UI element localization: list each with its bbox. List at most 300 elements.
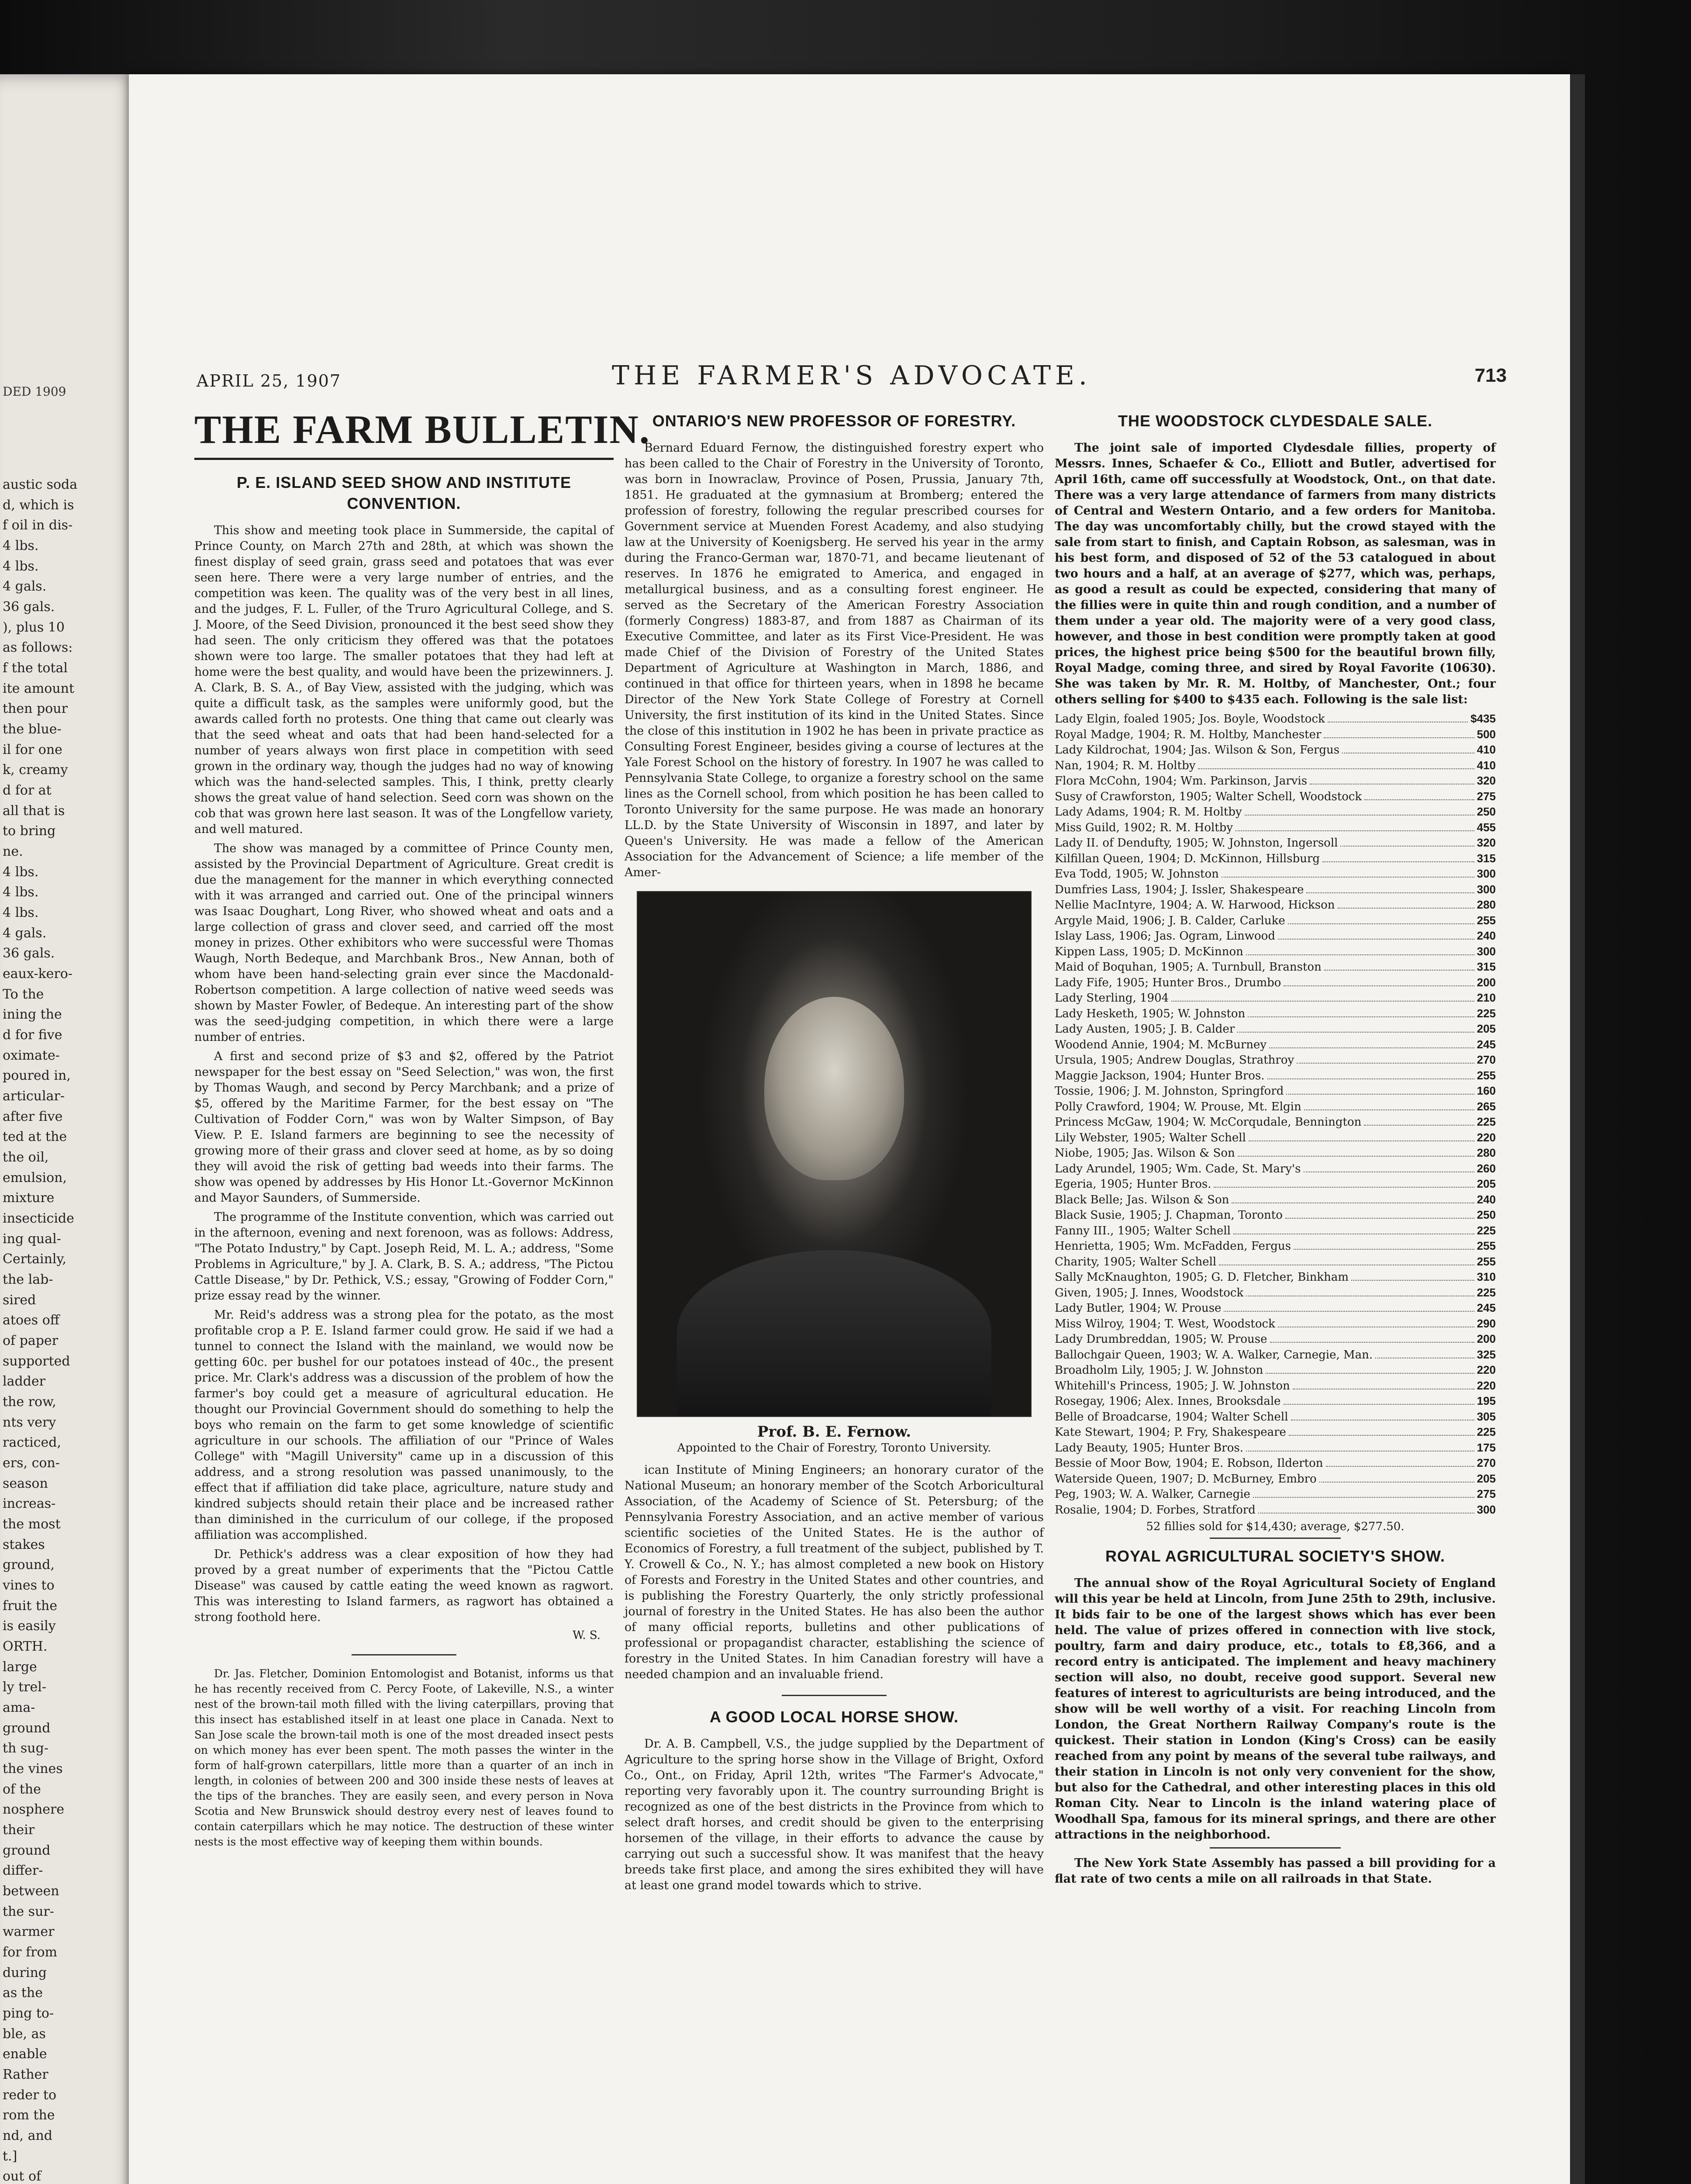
page-header: [197, 358, 1507, 397]
adjacent-page-line: the sur-: [3, 1904, 54, 1919]
adjacent-page-line: poured in,: [3, 1068, 71, 1084]
sale-entry: [1055, 1409, 1496, 1425]
adjacent-page-line: rom the: [3, 2108, 55, 2123]
filly-buyer: Princess McGaw, 1904; W. McCorqudale, Bennington: [1055, 1116, 1362, 1129]
adjacent-page-line: 4 lbs.: [3, 538, 39, 553]
filly-buyer: Nellie MacIntyre, 1904; A. W. Harwood, Hickson: [1055, 898, 1335, 912]
dot-leader: [1322, 861, 1474, 862]
forestry-article-continued: [625, 1462, 1044, 1683]
sale-price: 315: [1477, 960, 1496, 973]
sale-entry: [1055, 711, 1496, 727]
fernow-portrait-photo: [637, 891, 1032, 1417]
dot-leader: [1324, 970, 1474, 971]
dot-leader: [1266, 1373, 1474, 1374]
sale-price: 270: [1477, 1456, 1496, 1469]
sale-entry: [1055, 1347, 1496, 1363]
article-signature: W. S.: [573, 1629, 600, 1642]
portrait-face: [764, 997, 904, 1180]
adjacent-page-line: to bring: [3, 823, 56, 839]
adjacent-page-line: nosphere: [3, 1802, 65, 1818]
dot-leader: [1269, 1047, 1474, 1048]
filly-buyer: Lady Beauty, 1905; Hunter Bros.: [1055, 1441, 1243, 1455]
filly-buyer: Waterside Queen, 1907; D. McBurney, Embro: [1055, 1472, 1317, 1486]
filly-buyer: Niobe, 1905; Jas. Wilson & Son: [1055, 1147, 1235, 1160]
adjacent-page-line: Certainly,: [3, 1251, 67, 1267]
sale-entry: [1055, 1378, 1496, 1394]
article-paragraph: The show was managed by a committee of Prince County men, assisted by the Provincial Department of Agriculture. Great credit is due the management for the manner in which everything connected with it was arranged and carried out. One of the principal winners was Isaac Doughart, Long River, who showed wheat and oats and a large collection of grass and clover seed, and carried off the most money in prizes. Other exhibitors who were successful were Thomas Waugh, North Bedeque, and Marchbank Bros., New Annan, both of whom have been hand-selecting grain ever since the Macdonald-Robertson competition. A large collection of native weed seeds was shown by Master Fowler, of Bedeque. An interesting part of the show was the seed-judging competition, in which there were a large number of entries.: [194, 842, 614, 1044]
dot-leader: [1267, 1078, 1474, 1079]
sale-price: 300: [1477, 882, 1496, 896]
adjacent-page-line: To the: [3, 986, 44, 1002]
sale-entry: [1055, 1052, 1496, 1068]
adjacent-page-line: 4 lbs.: [3, 885, 39, 900]
sale-price: 300: [1477, 1503, 1496, 1516]
horse-show-article: [625, 1736, 1044, 1894]
dot-leader: [1364, 799, 1474, 800]
sale-price: 410: [1477, 758, 1496, 772]
brown-tail-moth-note: Dr. Jas. Fletcher, Dominion Entomologist and Botanist, informs us that he has recently received from C. Percy Foote, of Lakeville, N.S., a winter nest of the brown-tail moth filled with the living caterpillars, proving that this insect has established itself in at least one place in Canada. Next to San Jose scale the brown-tail moth is one of the most dreaded insect pests on which money has ever been spent. The moth passes the winter in the form of half-grown caterpillars, little more than a quarter of an inch in length, in colonies of between 200 and 300 inside these nests of leaves at the tips of the branches. They are easily seen, and every person in Nova Scotia and New Brunswick should destroy every nest of leaves found to contain caterpillars which he may notice. The destruction of these winter nests is the most effective way of keeping them within bounds.: [194, 1667, 614, 1848]
filly-buyer: Miss Guild, 1902; R. M. Holtby: [1055, 821, 1233, 834]
sale-price: 255: [1477, 1239, 1496, 1252]
filly-buyer: Flora McCohn, 1904; Wm. Parkinson, Jarvis: [1055, 774, 1308, 788]
adjacent-page-line: d, which is: [3, 497, 74, 513]
page-number: 713: [1474, 365, 1507, 386]
sale-price: 225: [1477, 1425, 1496, 1438]
dot-leader: [1294, 1249, 1474, 1250]
article-paragraph: This show and meeting took place in Summerside, the capital of Prince County, on March 27th and 28th, at which was shown the finest display of seed grain, grass seed and potatoes that was ever seen here. There were a very large number of entries, and the competition was keen. The quality was of the very best in all lines, and the judges, F. L. Fuller, of the Truro Agricultural College, and S. J. Moore, of the Seed Division, pronounced it the best seed show they had seen. The only criticism they offered was that the potatoes shown were too large. The smaller potatoes that they had left at home were the best quality, and would have been the prizewinners. J. A. Clark, B. S. A., of Bay View, assisted with the judging, which was quite a difficult task, as the samples were uniformly good, but the awards called forth no protests. One thing that came out clearly was that the seed wheat and oats that had been hand-selected for a number of years always won first place in competition with seed grown in the ordinary way, though the judges had no way of knowing which was the hand-selected samples. This, I think, pretty clearly shows the great value of hand selection. Seed corn was shown on the cob that was grown here last season. It was of the Longfellow variety, and well matured.: [194, 524, 614, 836]
sale-entry: [1055, 742, 1496, 758]
adjacent-page-line: 4 lbs.: [3, 558, 39, 574]
adjacent-page-line: the lab-: [3, 1272, 53, 1287]
filly-buyer: Royal Madge, 1904; R. M. Holtby, Manchester: [1055, 728, 1322, 741]
dot-leader: [1326, 1466, 1474, 1467]
sale-price: 310: [1477, 1270, 1496, 1283]
sale-entry: [1055, 1145, 1496, 1161]
sale-price: 205: [1477, 1177, 1496, 1190]
seed-show-headline: P. E. ISLAND SEED SHOW AND INSTITUTE CONVENTION.: [236, 473, 572, 512]
sale-price: 225: [1477, 1006, 1496, 1020]
sale-entry: [1055, 1471, 1496, 1487]
dot-leader: [1285, 1218, 1474, 1219]
sale-price: 280: [1477, 1146, 1496, 1159]
filly-buyer: Woodend Annie, 1904; M. McBurney: [1055, 1038, 1267, 1051]
sale-price: 260: [1477, 1161, 1496, 1175]
forestry-article: [625, 440, 1044, 881]
adjacent-page-line: for from: [3, 1945, 57, 1960]
filly-buyer: Ballochgair Queen, 1903; W. A. Walker, Carnegie, Man.: [1055, 1348, 1373, 1362]
adjacent-page-header: DED 1909: [3, 384, 66, 399]
filly-buyer: Miss Wilroy, 1904; T. West, Woodstock: [1055, 1317, 1275, 1330]
adjacent-page-line: sired: [3, 1292, 36, 1308]
adjacent-page-line: ers, con-: [3, 1455, 60, 1471]
adjacent-page-line: atoes off: [3, 1313, 60, 1328]
dot-leader: [1198, 768, 1474, 769]
adjacent-page-line: as the: [3, 1985, 43, 2001]
adjacent-page-line: f the total: [3, 660, 68, 676]
sale-price: 255: [1477, 913, 1496, 927]
sale-entry: [1055, 1099, 1496, 1115]
adjacent-page-line: ladder: [3, 1374, 45, 1389]
sale-entry: [1055, 975, 1496, 991]
portrait-caption: Prof. B. E. Fernow.: [757, 1423, 911, 1441]
adjacent-page-line: after five: [3, 1109, 63, 1124]
sale-price: 240: [1477, 929, 1496, 942]
portrait-subcaption: Appointed to the Chair of Forestry, Toronto University.: [677, 1441, 991, 1455]
sale-price: 225: [1477, 1223, 1496, 1237]
sale-price: 160: [1477, 1084, 1496, 1097]
adjacent-page-line: their: [3, 1822, 35, 1838]
sale-price: 305: [1477, 1410, 1496, 1423]
filly-buyer: Kippen Lass, 1905; D. McKinnon: [1055, 945, 1243, 958]
sale-price: 245: [1477, 1301, 1496, 1314]
adjacent-page-line: 4 gals.: [3, 579, 47, 594]
sale-entry: [1055, 1207, 1496, 1223]
adjacent-page-line: ), plus 10: [3, 619, 65, 635]
filly-buyer: Susy of Crawforston, 1905; Walter Schell, Woodstock: [1055, 790, 1362, 803]
filly-buyer: Lady Adams, 1904; R. M. Holtby: [1055, 805, 1242, 819]
sale-entry: [1055, 1006, 1496, 1022]
sale-entry: [1055, 1424, 1496, 1440]
adjacent-page-line: ite amount: [3, 681, 75, 696]
column-farm-bulletin: [194, 406, 650, 1849]
adjacent-page-line: during: [3, 1965, 47, 1980]
filly-buyer: Lady Hesketh, 1905; W. Johnston: [1055, 1007, 1246, 1020]
adjacent-page-line: ORTH.: [3, 1639, 48, 1654]
sale-price: 410: [1477, 743, 1496, 756]
forestry-headline: ONTARIO'S NEW PROFESSOR OF FORESTRY.: [652, 412, 1016, 430]
adjacent-page-line: all that is: [3, 803, 65, 819]
dot-leader: [1246, 954, 1474, 955]
sale-price: 210: [1477, 991, 1496, 1004]
filly-buyer: Egeria, 1905; Hunter Bros.: [1055, 1178, 1211, 1191]
dot-leader: [1238, 1156, 1474, 1157]
adjacent-page-line: the vines: [3, 1761, 63, 1776]
sale-entry: [1055, 758, 1496, 774]
filly-buyer: Rosalie, 1904; D. Forbes, Stratford: [1055, 1503, 1256, 1517]
sale-price: 195: [1477, 1394, 1496, 1407]
adjacent-page-line: enable: [3, 2046, 47, 2062]
filly-buyer: Lady Kildrochat, 1904; Jas. Wilson & Son, Fergus: [1055, 743, 1340, 757]
dot-leader: [1304, 1171, 1474, 1172]
adjacent-page-line: out of: [3, 2169, 41, 2184]
dot-leader: [1171, 1001, 1474, 1002]
dot-leader: [1340, 846, 1474, 847]
sale-price: 270: [1477, 1053, 1496, 1066]
filly-buyer: Lily Webster, 1905; Walter Schell: [1055, 1131, 1246, 1144]
railroad-rate-note: The New York State Assembly has passed a bill providing for a flat rate of two cents a mile on all railroads in that State.: [1055, 1856, 1496, 1886]
article-divider: [1210, 1847, 1341, 1849]
royal-show-headline: ROYAL AGRICULTURAL SOCIETY'S SHOW.: [1105, 1547, 1445, 1565]
article-paragraph: ican Institute of Mining Engineers; an honorary curator of the National Museum; an honorary member of the Scotch Arboricultural Association, of the Academy of Science of St. Petersburg; of the Pennsylvania Forestry Association, and an active member of various scientific societies of the United States. He is the author of Economics of Forestry, a full treatment of the subject, published by T. Y. Crowell & Co., N. Y.; has almost completed a new book on History of Forests and Forestry in the United States and other countries, and is publishing the Forestry Quarterly, the only strictly professional journal of forestry in the United States. He has also been the author of many official reports, bulletins and other publications of professional or propagandist character, establishing the science of forestry in the United States. In him Canadian forestry will have a needed champion and an invaluable friend.: [625, 1463, 1044, 1681]
sale-entry: [1055, 1192, 1496, 1208]
filly-buyer: Broadholm Lily, 1905; J. W. Johnston: [1055, 1364, 1263, 1377]
adjacent-page-line: Rather: [3, 2067, 48, 2082]
filly-buyer: Rosegay, 1906; Alex. Innes, Brooksdale: [1055, 1395, 1281, 1408]
adjacent-page-line: ble, as: [3, 2026, 46, 2042]
adjacent-page-line: warmer: [3, 1924, 55, 1940]
adjacent-page-line: between: [3, 1883, 59, 1899]
adjacent-page-line: nd, and: [3, 2128, 53, 2143]
adjacent-page-line: supported: [3, 1353, 70, 1369]
sale-price: 290: [1477, 1317, 1496, 1330]
sale-entry: [1055, 1331, 1496, 1347]
dot-leader: [1270, 1342, 1474, 1343]
sale-price: 200: [1477, 1332, 1496, 1345]
sale-price: 245: [1477, 1037, 1496, 1051]
column-forestry: [625, 406, 1044, 1897]
sale-price: 200: [1477, 975, 1496, 989]
sale-price: 205: [1477, 1022, 1496, 1035]
sale-entry: [1055, 820, 1496, 836]
sale-price: 220: [1477, 1379, 1496, 1392]
sale-price: 240: [1477, 1192, 1496, 1206]
dot-leader: [1297, 1063, 1474, 1064]
filly-buyer: Henrietta, 1905; Wm. McFadden, Fergus: [1055, 1240, 1291, 1253]
filly-buyer: Lady Sterling, 1904: [1055, 992, 1169, 1005]
sale-price: 280: [1477, 898, 1496, 911]
page-binding-shadow: [1570, 74, 1585, 2184]
sale-price: 225: [1477, 1115, 1496, 1128]
sale-entry: [1055, 1037, 1496, 1053]
dot-leader: [1253, 1497, 1474, 1498]
dot-leader: [1286, 1094, 1474, 1095]
adjacent-page-line: il for one: [3, 742, 62, 757]
filly-buyer: Fanny III., 1905; Walter Schell: [1055, 1224, 1231, 1237]
sale-price: 320: [1477, 836, 1496, 849]
sale-entry: [1055, 1362, 1496, 1378]
adjacent-page-line: ground,: [3, 1557, 55, 1573]
dot-leader: [1278, 939, 1474, 940]
adjacent-page-line: ama-: [3, 1700, 35, 1715]
dot-leader: [1338, 908, 1474, 909]
adjacent-page-line: 36 gals.: [3, 599, 55, 615]
adjacent-page-fragment: [0, 74, 144, 2184]
adjacent-page-line: ing qual-: [3, 1231, 61, 1247]
dot-leader: [1224, 1311, 1474, 1312]
sale-price: 250: [1477, 1208, 1496, 1221]
adjacent-page-line: k, creamy: [3, 762, 68, 778]
dot-leader: [1235, 830, 1474, 831]
sale-price: 220: [1477, 1130, 1496, 1144]
filly-buyer: Lady II. of Dendufty, 1905; W. Johnston, Ingersoll: [1055, 836, 1338, 850]
sale-entry: [1055, 928, 1496, 944]
adjacent-page-line: the oil,: [3, 1150, 49, 1165]
filly-buyer: Lady Elgin, foaled 1905; Jos. Boyle, Woodstock: [1055, 712, 1325, 726]
article-paragraph: Mr. Reid's address was a strong plea for the potato, as the most profitable crop a P. E. Island farmer could grow. He said if we had a tunnel to connect the Island with the mainland, we would now be getting 60c. per bushel for our potatoes instead of 40c., the present price. Mr. Clark's address was a discussion of the problem of how the farmer's boy could get a measure of agricultural education. He thought our Provincial Government should do something to help the boys who remain on the farm to get some knowledge of scientific agriculture in our schools. The affiliation of our "Prince of Wales College" with "Magill University" came up in a discussion of this address, and a strong resolution was passed unanimously, to the effect that if affiliation did take place, agriculture, nature study and kindred subjects should retain their place and be increased rather than diminished in the curriculum of our college, if the proposed affiliation was accomplished.: [194, 1308, 614, 1542]
adjacent-page-line: f oil in dis-: [3, 518, 73, 533]
adjacent-page-line: is easily: [3, 1618, 56, 1634]
sale-entry: [1055, 944, 1496, 960]
filly-buyer: Polly Crawford, 1904; W. Prouse, Mt. Elgin: [1055, 1100, 1301, 1113]
sale-price: 205: [1477, 1472, 1496, 1485]
adjacent-page-line: emulsion,: [3, 1170, 67, 1185]
dot-leader: [1214, 1187, 1474, 1188]
dot-leader: [1284, 985, 1474, 986]
adjacent-page-line: fruit the: [3, 1598, 58, 1614]
adjacent-page-line: 4 lbs.: [3, 864, 39, 880]
dot-leader: [1289, 1435, 1474, 1436]
filly-buyer: Belle of Broadcarse, 1904; Walter Schell: [1055, 1410, 1288, 1424]
sale-entry: [1055, 1176, 1496, 1192]
adjacent-page-line: eaux-kero-: [3, 966, 72, 981]
filly-buyer: Given, 1905; J. Innes, Woodstock: [1055, 1286, 1244, 1299]
dot-leader: [1351, 1280, 1474, 1281]
adjacent-page-line: ping to-: [3, 2006, 54, 2021]
sale-entry: [1055, 1021, 1496, 1037]
newspaper-page: [129, 74, 1570, 2184]
adjacent-page-line: the most: [3, 1517, 61, 1532]
filly-buyer: Maggie Jackson, 1904; Hunter Bros.: [1055, 1069, 1265, 1082]
adjacent-page-line: nts very: [3, 1414, 56, 1430]
adjacent-page-line: ted at the: [3, 1129, 67, 1145]
sale-entry: [1055, 804, 1496, 820]
sale-price: 275: [1477, 789, 1496, 803]
sale-entry: [1055, 1300, 1496, 1316]
filly-buyer: Tossie, 1906; J. M. Johnston, Springford: [1055, 1085, 1284, 1098]
filly-buyer: Whitehill's Princess, 1905; J. W. Johnston: [1055, 1379, 1290, 1393]
dot-leader: [1306, 892, 1474, 893]
issue-date: APRIL 25, 1907: [197, 371, 342, 390]
dot-leader: [1237, 1032, 1474, 1033]
sale-list: [1055, 711, 1496, 1517]
sale-summary: 52 fillies sold for $14,430; average, $277.50.: [1146, 1520, 1405, 1533]
filly-buyer: Eva Todd, 1905; W. Johnston: [1055, 867, 1219, 881]
sale-price: 300: [1477, 944, 1496, 958]
filly-buyer: Lady Drumbreddan, 1905; W. Prouse: [1055, 1333, 1267, 1346]
adjacent-page-line: t.]: [3, 2148, 17, 2164]
adjacent-page-line: the row,: [3, 1394, 56, 1410]
filly-buyer: Nan, 1904; R. M. Holtby: [1055, 759, 1196, 772]
adjacent-page-line: th sug-: [3, 1741, 48, 1756]
adjacent-page-line: articular-: [3, 1089, 65, 1104]
sale-price: 250: [1477, 805, 1496, 818]
sale-entry: [1055, 1502, 1496, 1518]
royal-show-article: The annual show of the Royal Agricultural Society of England will this year be held at Lincoln, from June 25th to 29th, inclusive. It bids fair to be one of the largest shows which has ever been held. The value of prizes offered in connection with live stock, poultry, farm and dairy produce, etc., totals to £8,366, and a record entry is anticipated. The implement and heavy machinery section will also, no doubt, receive good support. Several new features of interest to agriculturists are being introduced, and the show will be well worthy of a visit. For reaching Lincoln from London, the Great Northern Railway Company's route is the quickest. Their station in London (King's Cross) can be easily reached from any point by means of the several tube railways, and their station in Lincoln is not only very convenient for the show, but also for the Cathedral, and other interesting places in this old Roman City. Near to Lincoln is the inland watering place of Woodhall Spa, famous for its mineral springs, and there are other attractions in the neighborhood.: [1055, 1576, 1496, 1842]
filly-buyer: Maid of Boquhan, 1905; A. Turnbull, Branston: [1055, 961, 1322, 974]
sale-entry: [1055, 1254, 1496, 1270]
clydesdale-sale-intro: The joint sale of imported Clydesdale fillies, property of Messrs. Innes, Schaefer & Co., Elliott and Butler, advertised for April 16th, came off successfully at Woodstock, Ont., on that date. There was a very large attendance of farmers from many districts of Central and Western Ontario, and a few orders for Manitoba. The day was uncomfortably chilly, but the crowd stayed with the sale from start to finish, and Captain Robson, as salesman, was in his best form, and disposed of 52 of the 53 catalogued in about two hours and a half, at an average of $277, which was, perhaps, as good a result as could be expected, considering that many of the fillies were in quite thin and rough condition, and a number of them under a year old. The majority were of a very good class, however, and those in best condition were promptly taken at good prices, the highest price being $500 for the beautiful brown filly, Royal Madge, coming three, and sired by Royal Favorite (10630). She was taken by Mr. R. M. Holtby, of Manchester, Ont.; four others selling for $400 to $435 each. Following is the sale list:: [1055, 441, 1496, 706]
sale-entry: [1055, 1161, 1496, 1177]
sale-entry: [1055, 1068, 1496, 1084]
dot-leader: [1258, 1513, 1474, 1514]
article-divider: [352, 1654, 456, 1655]
sale-price: 255: [1477, 1068, 1496, 1082]
sale-price: 315: [1477, 851, 1496, 865]
adjacent-page-line: ground: [3, 1842, 51, 1858]
filly-buyer: Lady Butler, 1904; W. Prouse: [1055, 1302, 1222, 1315]
dot-leader: [1288, 923, 1474, 924]
adjacent-page-line: ground: [3, 1720, 51, 1736]
sale-price: 255: [1477, 1254, 1496, 1268]
filly-buyer: Charity, 1905; Walter Schell: [1055, 1255, 1217, 1268]
sale-entry: [1055, 913, 1496, 929]
adjacent-page-line: austic soda: [3, 477, 78, 492]
sale-entry: [1055, 990, 1496, 1006]
adjacent-page-line: reder to: [3, 2087, 57, 2103]
column-clydesdale-sale: [1055, 406, 1496, 1890]
adjacent-page-line: stakes: [3, 1537, 45, 1552]
sale-price: 275: [1477, 1487, 1496, 1500]
sale-price: $435: [1470, 712, 1496, 725]
adjacent-page-line: oximate-: [3, 1047, 60, 1063]
sale-entry: [1055, 835, 1496, 851]
sale-price: 455: [1477, 820, 1496, 834]
filly-buyer: Dumfries Lass, 1904; J. Issler, Shakespeare: [1055, 883, 1304, 896]
adjacent-page-line: 4 gals.: [3, 925, 47, 941]
adjacent-page-line: increas-: [3, 1496, 56, 1512]
adjacent-page-line: 36 gals.: [3, 946, 55, 961]
adjacent-page-line: season: [3, 1476, 48, 1491]
adjacent-page-line: racticed,: [3, 1435, 61, 1451]
dot-leader: [1284, 1404, 1474, 1405]
sale-entry: [1055, 1223, 1496, 1239]
sale-entry: [1055, 1130, 1496, 1146]
clydesdale-sale-headline: THE WOODSTOCK CLYDESDALE SALE.: [1118, 412, 1433, 430]
adjacent-page-line: d for five: [3, 1027, 62, 1043]
filly-buyer: Islay Lass, 1906; Jas. Ogram, Linwood: [1055, 930, 1275, 943]
filly-buyer: Black Susie, 1905; J. Chapman, Toronto: [1055, 1209, 1283, 1222]
filly-buyer: Sally McKnaughton, 1905; G. D. Fletcher, Binkham: [1055, 1271, 1349, 1284]
dot-leader: [1222, 877, 1474, 878]
filly-buyer: Black Belle; Jas. Wilson & Son: [1055, 1193, 1229, 1206]
horse-show-headline: A GOOD LOCAL HORSE SHOW.: [709, 1708, 959, 1726]
adjacent-page-line: d for at: [3, 783, 52, 798]
publication-title: THE FARMER'S ADVOCATE.: [612, 360, 1091, 391]
sale-entry: [1055, 882, 1496, 898]
adjacent-page-line: of paper: [3, 1333, 59, 1348]
article-paragraph: Bernard Eduard Fernow, the distinguished forestry expert who has been called to the Chair of Forestry in the University of Toronto, was born in Inowraclaw, Province of Posen, Prussia, January 7th, 1851. He graduated at the gymnasium at Bromberg; entered the profession of forestry, following the regular prescribed courses for Government service at Muenden Forest Academy, and also studying law at the University of Koenigsberg. He served his year in the army during the Franco-German war, 1870-71, and became lieutenant of reserves. In 1876 he emigrated to America, and engaged in metallurgical business, and as a consulting forest engineer. He served as the Secretary of the American Forestry Association (formerly Congress) 1883-87, and from 1887 as Chairman of its Executive Committee, and later as its First Vice-President. He was made Chief of the Division of Forestry of the United States Department of Agriculture at Washington in March, 1886, and continued in that office for thirteen years, when in 1898 he became Director of the New York State College of Forestry at Cornell University, the first institution of its kind in the United States. Since the close of this institution in 1902 he has been in private practice as Consulting Forest Engineer, besides giving a course of lectures at the Yale Forest School on the history of forestry. In 1907 he was called to Pennsylvania State College, to organize a forestry school on the same lines as the Cornell school, from which position he has been called to Toronto University for the same purpose. He was made an honorary LL.D. by the State University of Wisconsin in 1897, and later by Queen's University. He was made a fellow of the American Association for the Advancement of Science; a life member of the Amer-: [625, 441, 1044, 879]
filly-buyer: Ursula, 1905; Andrew Douglas, Strathroy: [1055, 1054, 1294, 1067]
adjacent-page-line: 4 lbs.: [3, 905, 39, 920]
article-divider: [1210, 1538, 1341, 1539]
adjacent-page-line: insecticide: [3, 1211, 74, 1226]
filly-buyer: Lady Austen, 1905; J. B. Calder: [1055, 1023, 1235, 1036]
dot-leader: [1304, 1109, 1474, 1110]
filly-buyer: Argyle Maid, 1906; J. B. Calder, Carluke: [1055, 914, 1285, 927]
dot-leader: [1245, 815, 1474, 816]
article-divider: [782, 1695, 887, 1696]
sale-entry: [1055, 959, 1496, 975]
seed-show-article: [194, 523, 614, 1625]
sale-entry: [1055, 773, 1496, 789]
article-paragraph: Dr. A. B. Campbell, V.S., the judge supplied by the Department of Agriculture to the spring horse show in the Village of Bright, Oxford Co., Ont., on Friday, April 12th, writes "The Farmer's Advocate," reporting very favorably upon it. The country surrounding Bright is recognized as one of the best districts in the Province from which to select draft horses, and credit should be given to the enterprising horsemen of the village, in their efforts to advance the cause by carrying out such a successful show. It was manifest that the heavy breeds take first place, and among the sires exhibited they will have at least one grand model towards which to strive.: [625, 1737, 1044, 1892]
dot-leader: [1248, 1016, 1474, 1017]
portrait-shoulders: [677, 1250, 991, 1416]
sale-price: 220: [1477, 1363, 1496, 1376]
adjacent-page-line: mixture: [3, 1190, 55, 1206]
sale-price: 320: [1477, 774, 1496, 787]
sale-price: 265: [1477, 1099, 1496, 1113]
adjacent-page-line: ne.: [3, 844, 23, 859]
sale-price: 175: [1477, 1441, 1496, 1454]
sale-entry: [1055, 789, 1496, 805]
adjacent-page-line: of the: [3, 1781, 41, 1797]
dot-leader: [1364, 1125, 1474, 1126]
sale-entry: [1055, 1083, 1496, 1099]
adjacent-page-line: ly trel-: [3, 1679, 46, 1695]
adjacent-page-line: vines to: [3, 1578, 55, 1593]
filly-buyer: Kilfillan Queen, 1904; D. McKinnon, Hillsburg: [1055, 852, 1320, 865]
filly-buyer: Lady Arundel, 1905; Wm. Cade, St. Mary's: [1055, 1162, 1301, 1175]
dot-leader: [1249, 1140, 1474, 1141]
adjacent-page-line: ining the: [3, 1007, 62, 1023]
sale-entry: [1055, 1285, 1496, 1301]
article-paragraph: Dr. Pethick's address was a clear exposition of how they had proved by a great number of experiments that the "Pictou Cattle Disease" was caused by cattle eating the weed known as ragwort. This was interesting to Island farmers, as ragwort has obtained a strong foothold here.: [194, 1548, 614, 1624]
sale-entry: [1055, 1238, 1496, 1254]
filly-buyer: Kate Stewart, 1904; P. Fry, Shakespeare: [1055, 1426, 1286, 1439]
article-paragraph: A first and second prize of $3 and $2, offered by the Patriot newspaper for the best essay on "Seed Selection," was won, the first by Thomas Waugh, and second by Percy Marchbank; and a prize of $5, offered by the Maritime Farmer, for the best essay on "The Cultivation of Fodder Corn," was won by Walter Simpson, of Bay View. P. E. Island farmers are beginning to see the necessity of growing more of their grass and clover seed at home, as by so doing they will avoid the risk of getting bad weeds into their farms. The show was opened by addresses by His Honor Lt.-Governor McKinnon and Mayor Saunders, of Summerside.: [194, 1050, 614, 1205]
sale-price: 325: [1477, 1348, 1496, 1361]
